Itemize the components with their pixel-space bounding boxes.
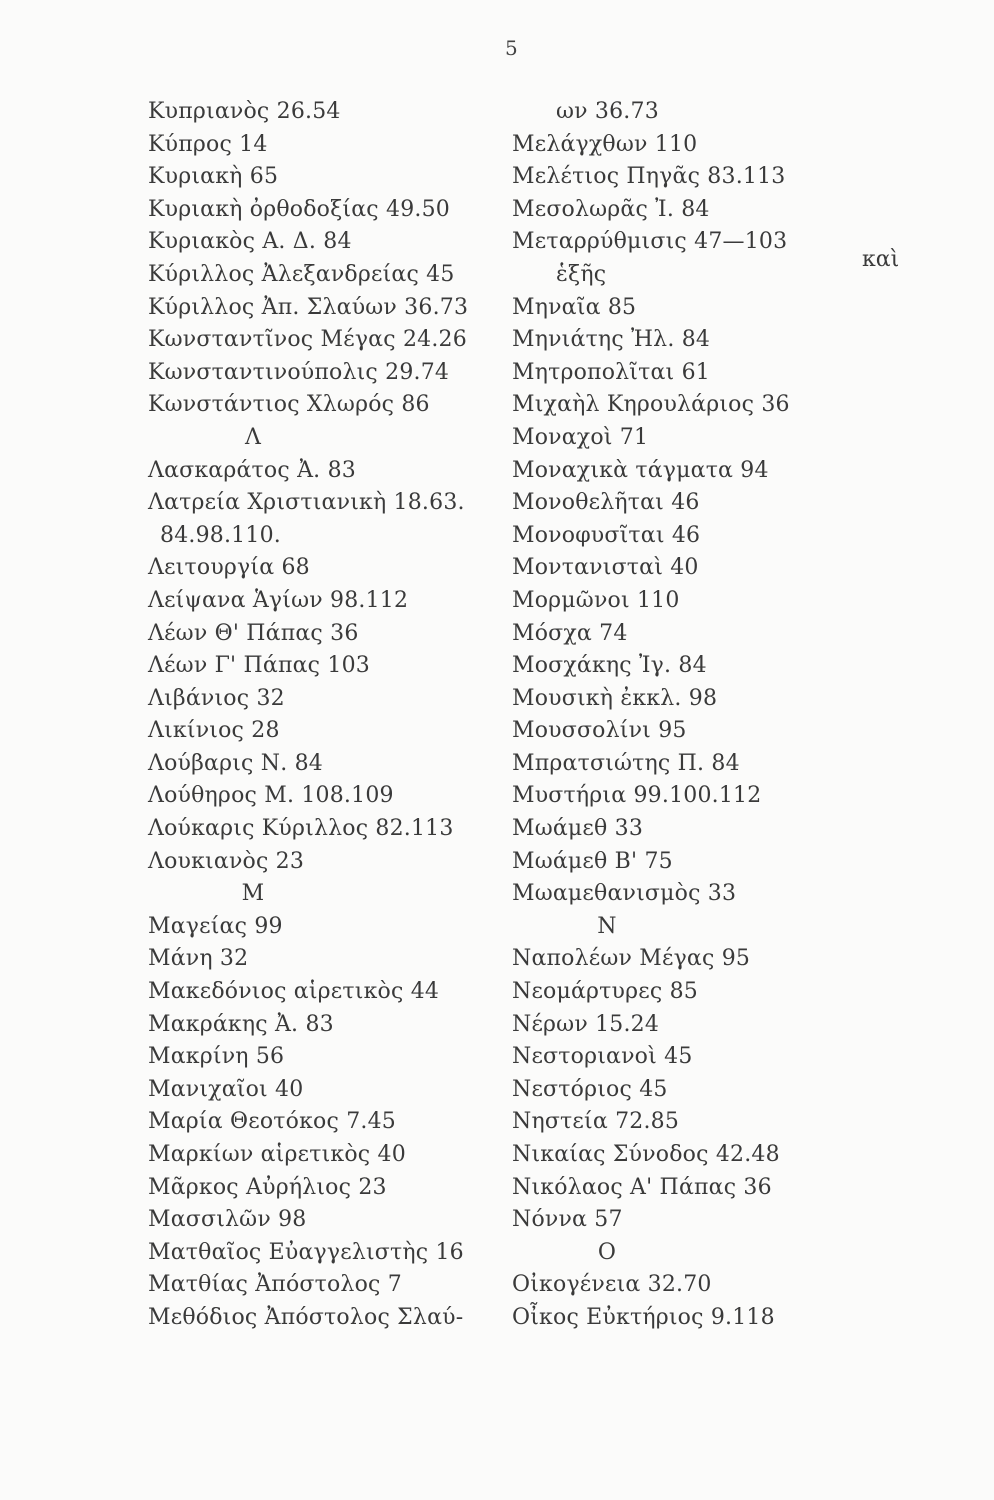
index-entry: Λέων Γ' Πάπας 103 — [148, 653, 370, 679]
index-entry: Κυπριανὸς 26.54 — [148, 99, 341, 124]
index-entry: Λούθηρος Μ. 108.109 — [148, 783, 394, 809]
letter-heading: Ν — [597, 913, 617, 939]
index-entry: Κωνσταντινούπολις 29.74 — [148, 359, 450, 385]
index-entry: Μπρατσιώτης Π. 84 — [512, 750, 740, 776]
index-entry: Λικίνιος 28 — [148, 718, 280, 744]
index-entry: Μακράκης Ἀ. 83 — [148, 1011, 334, 1037]
letter-heading: Λ — [244, 424, 262, 450]
index-entry: Μακρίνη 56 — [148, 1044, 285, 1070]
index-entry: Μελέτιος Πηγᾶς 83.113 — [512, 164, 786, 190]
index-entry: Νικόλαος Α' Πάπας 36 — [512, 1174, 772, 1200]
index-entry: Κυριακὴ 65 — [148, 164, 279, 190]
index-entry: Νεστόριος 45 — [512, 1076, 668, 1102]
index-entry-continuation: 84.98.110. — [160, 522, 281, 548]
index-entry: Μακεδόνιος αἱρετικὸς 44 — [148, 979, 440, 1005]
index-entry: Κύπρος 14 — [148, 131, 268, 157]
index-entry: Μηναῖα 85 — [512, 294, 637, 320]
index-entry: Λείψανα Ἁγίων 98.112 — [148, 587, 409, 613]
index-entry: Μονοφυσῖται 46 — [512, 522, 701, 548]
index-entry: Κύριλλος Ἀλεξανδρείας 45 — [148, 261, 455, 287]
index-entry: Νόννα 57 — [512, 1207, 623, 1233]
index-column-right — [512, 96, 892, 1335]
index-entry: Μόσχα 74 — [512, 620, 628, 646]
index-entry-continuation: ἑξῆς — [556, 261, 607, 287]
index-entry: Νεομάρτυρες 85 — [512, 979, 698, 1005]
page-number: 5 — [505, 36, 518, 60]
index-entry: Μοντανισταὶ 40 — [512, 555, 699, 581]
index-entry: Μορμῶνοι 110 — [512, 587, 680, 613]
index-entry: Κυριακὴ ὀρθοδοξίας 49.50 — [148, 196, 451, 222]
index-entry: Μελάγχθων 110 — [512, 131, 698, 157]
index-entry: Μητροπολῖται 61 — [512, 359, 710, 385]
index-entry: Λειτουργία 68 — [148, 555, 310, 581]
index-entry: Νηστεία 72.85 — [512, 1109, 680, 1135]
index-entry: Λατρεία Χριστιανικὴ 18.63. — [148, 490, 465, 516]
index-entry: Μωάμεθ Β' 75 — [512, 848, 673, 874]
index-entry: Κωνστάντιος Χλωρός 86 — [148, 392, 430, 418]
letter-heading: Μ — [241, 881, 265, 907]
index-entry-continuation: ων 36.73 — [556, 99, 659, 124]
index-entry: Λούκαρις Κύριλλος 82.113 — [148, 816, 454, 842]
index-entry: Λούβαρις Ν. 84 — [148, 750, 323, 776]
index-entry: Κύριλλος Ἀπ. Σλαύων 36.73 — [148, 294, 469, 320]
index-entry: Ναπολέων Μέγας 95 — [512, 946, 751, 972]
index-entry: Μονοθελῆται 46 — [512, 490, 700, 516]
index-entry: Νέρων 15.24 — [512, 1011, 660, 1037]
index-entry: Μαρία Θεοτόκος 7.45 — [148, 1109, 396, 1135]
index-entry: Μεταρρύθμισις 47—103 — [512, 229, 788, 255]
index-entry: Οἰκογένεια 32.70 — [512, 1272, 712, 1298]
index-entry: Μαρκίων αἱρετικὸς 40 — [148, 1142, 406, 1167]
index-entry: Λουκιανὸς 23 — [148, 848, 305, 874]
index-entry: Ματθαῖος Εὐαγγελιστὴς 16 — [148, 1239, 464, 1265]
index-entry: Λασκαράτος Ἀ. 83 — [148, 457, 356, 483]
index-entry: Μανιχαῖοι 40 — [148, 1076, 304, 1102]
index-entry: Μᾶρκος Αὐρήλιος 23 — [148, 1174, 387, 1200]
index-entry: Κυριακὸς Α. Δ. 84 — [148, 229, 352, 255]
index-entry: Οἶκος Εὐκτήριος 9.118 — [512, 1304, 775, 1330]
letter-heading: Ο — [597, 1239, 617, 1265]
index-entry: Λιβάνιος 32 — [148, 685, 285, 711]
index-entry: Μιχαὴλ Κηρουλάριος 36 — [512, 392, 790, 418]
index-entry: Μουσικὴ ἐκκλ. 98 — [512, 685, 718, 711]
index-entry: Μεσολωρᾶς Ἰ. 84 — [512, 196, 710, 222]
index-entry: Μοναχοὶ 71 — [512, 424, 649, 450]
index-column-left — [148, 96, 518, 1335]
index-entry: Ματθίας Ἀπόστολος 7 — [148, 1272, 402, 1298]
index-entry: Μωαμεθανισμὸς 33 — [512, 881, 737, 907]
index-entry: Μάνη 32 — [148, 946, 249, 972]
index-entry: Μοναχικὰ τάγματα 94 — [512, 457, 769, 483]
index-entry: Μωάμεθ 33 — [512, 816, 644, 842]
index-entry: Νικαίας Σύνοδος 42.48 — [512, 1142, 780, 1167]
index-entry: Μαγείας 99 — [148, 913, 283, 939]
index-entry: Μουσσολίνι 95 — [512, 718, 687, 744]
index-entry: Μασσιλῶν 98 — [148, 1207, 307, 1233]
index-entry: Μυστήρια 99.100.112 — [512, 783, 762, 809]
index-entry: Λέων Θ' Πάπας 36 — [148, 620, 359, 646]
index-entry: Μοσχάκης Ἰγ. 84 — [512, 653, 707, 679]
index-entry: Κωνσταντῖνος Μέγας 24.26 — [148, 327, 467, 353]
entry-continuation-word: καὶ — [862, 247, 900, 272]
index-entry: Μεθόδιος Ἀπόστολος Σλαύ- — [148, 1304, 464, 1330]
index-entry: Μηνιάτης Ἠλ. 84 — [512, 327, 711, 353]
index-entry: Νεστοριανοὶ 45 — [512, 1044, 693, 1070]
